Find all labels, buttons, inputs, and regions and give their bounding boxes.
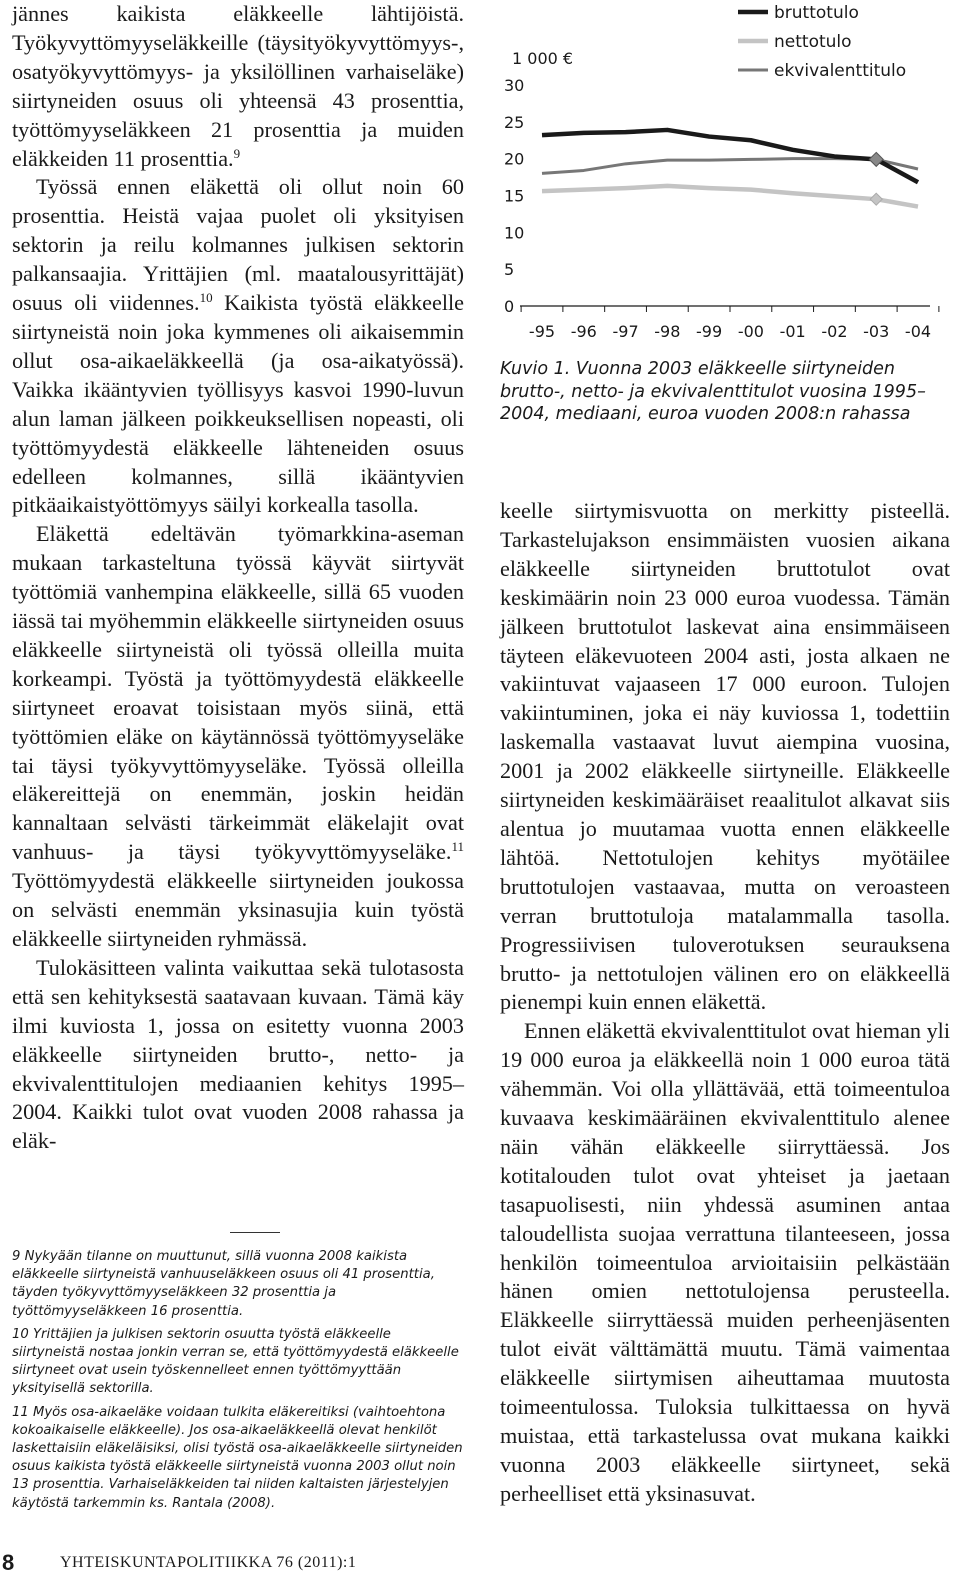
footnote-separator xyxy=(230,1232,280,1233)
page-number: 8 xyxy=(2,1550,15,1575)
footnote-11: 11 Myös osa-aikaeläke voidaan tulkita eläkereitiksi (vaihtoehtona kokoaikaiselle eläkkeelle). Jos osa-aikaeläkkeellä olevat henkilöt laskettaisiin eläkeläisiksi, olisi työstä osa-aikaeläkkeelle siirtyneiden osuus kaikista työstä eläkkeelle siirtyneistä vuonna 2003 ollut noin 13 prosenttia. Varhaiseläkkeiden tai niiden kaltaisten järjestelyjen käytöstä tarkemmin ks. Rantala (2008). xyxy=(12,1404,463,1511)
x-tick-label: -01 xyxy=(779,322,806,341)
x-tick-label: -00 xyxy=(737,322,764,341)
series-line-nettotulo xyxy=(542,186,918,207)
paragraph: Eläkettä edeltävän työmarkkina-aseman mukaan tarkasteltuna työssä käyvät siirtyvät työttömiä vanhempina eläkkeelle, sillä 65 vuoden iässä tai myöhemmin eläkkeelle siirtyneiden osuus eläkkeelle siirtyneistä oli työssä olleilla muita korkeampi. Työstä ja työttömyydestä eläkkeelle siirtyneet eroavat toisistaan myös siinä, että työttömien eläke on käytännössä työttömyyseläke tai täysi työkyvyttömyyseläke. Työssä olleilla eläkereittejä on enemmän, joskin heidän kannaltaan selvästi tärkeimmät eläkelajit ovat vanhuus- ja täysi työkyvyttömyyseläke.$^{11}$ Työttömyydestä eläkkeelle siirtyneiden joukossa on selvästi enemmän yksinasujia kuin työstä eläkkeelle siirtyneiden ryhmässä. xyxy=(12,521,464,951)
footnote-ref-9[interactable]: 9 xyxy=(233,145,241,161)
series-line-bruttotulo xyxy=(542,130,918,182)
y-tick-label: 0 xyxy=(504,297,515,316)
y-unit-label: 1 000 € xyxy=(512,49,574,68)
x-tick-label: -97 xyxy=(612,322,639,341)
paragraph: Työssä ennen eläkettä oli ollut noin 60 prosenttia. Heistä vajaa puolet oli yksityisen sektorin ja reilu kolmannes julkisen sektorin palkansaajia. Yrittäjien (ml. maatalousyrittäjät) osuus oli viidennes.$^{10}$ Kaikista työstä eläkkeelle siirtyneistä noin joka kymmenes oli aikaisemmin ollut osa-aikaeläkkeellä (ja osa-aikatyössä). Vaikka ikääntyvien työllisyys kasvoi 1990-luvun alun laman jälkeen poikkeuksellisen nopeasti, oli työttömyydestä eläkkeelle lähteneiden osuus edelleen kolmannes, sillä ikääntyvien pitkäaikaistyöttömyys säilyi korkealla tasolla. xyxy=(12,174,464,518)
series-line-ekvivalenttitulo xyxy=(542,159,918,174)
x-axis xyxy=(520,306,939,341)
paragraph: keelle siirtymisvuotta on merkitty pisteellä. Tarkastelujakson ensimmäisten vuosien aikana eläkkeelle siirtyneiden bruttotulot ovat keskimäärin noin 23 000 euroa vuodessa. Tämän jälkeen bruttotulot laskevat aina ensimmäiseen täyteen eläkevuoteen 2004 asti, josta alkaen ne vakiintuvat vajaaseen 17 000 euroon. Tulojen vakiintuminen, joka ei näy kuviossa 1, todettiin laskemalla vastaavat luvut aiempina vuosina, 2001 ja 2002 eläkkeelle siirtyneille. Eläkkeelle siirtyneiden keskimääräiset reaalitulot alkavat siis alentua jo muutamaa vuotta ennen eläkkeelle lähtöä. Nettotulojen kehitys myötäilee bruttotulojen vastaavaa, mutta on veroasteen verran bruttotuloja matalammalla tasolla. Progressiivisen tuloverotuksen seurauksena brutto- ja nettotulojen välinen ero on eläkkeellä pienempi kuin ennen eläkettä. xyxy=(500,498,950,1015)
journal-name: YHTEISKUNTAPOLITIIKKA 76 (2011):1 xyxy=(60,1554,357,1571)
y-tick-label: 20 xyxy=(504,149,525,169)
legend-label-ekvivalenttitulo: ekvivalenttitulo xyxy=(774,61,907,81)
footnote-ref-10[interactable]: 10 xyxy=(199,290,213,306)
line-chart xyxy=(490,0,960,350)
page-footer xyxy=(0,1550,960,1580)
figure-1-chart xyxy=(490,0,960,350)
x-tick-label: -98 xyxy=(654,322,681,341)
legend-label-nettotulo: nettotulo xyxy=(774,32,852,52)
footnotes xyxy=(12,1248,464,1518)
x-tick-label: -95 xyxy=(528,322,556,341)
series-lines xyxy=(542,130,918,207)
figure-caption: Kuvio 1. Vuonna 2003 eläkkeelle siirtyneiden brutto-, netto- ja ekvivalenttitulot vuosina 1995–2004, mediaani, euroa vuoden 2008:n rahassa xyxy=(500,359,926,424)
footnote-ref-11[interactable]: 11 xyxy=(451,839,464,855)
x-tick-label: -03 xyxy=(863,322,890,341)
paragraph: Ennen eläkettä ekvivalenttitulot ovat hieman yli 19 000 euroa ja eläkkeellä noin 1 000 euroa tätä vähemmän. Voi olla yllättävää, että toimeentuloa kuvaava keskimääräinen ekvivalenttitulo alenee näin vähän eläkkeelle siirryttäessä. Jos kotitalouden tulot ovat yhteiset ja jaetaan tasapuolisesti, niin yhdessä asuminen antaa taloudellista suojaa verrattuna tilanteeseen, jossa henkilön toimeentuloa arvioitaisiin pelkästään hänen omien nettotulojensa perusteella. Eläkkeelle siirryttäessä muiden perheenjäsenten tulot eivät välttämättä muutu. Tämä vaimentaa eläkkeelle siirtymisen aiheuttamaa muutosta toimeentulossa. Tuloksia tulkittaessa on hyvä muistaa, että tarkastelussa ovat mukana kaikki vuonna 2003 eläkkeelle siirtyneet, sekä perheelliset että yksinasuvat. xyxy=(500,1018,950,1506)
marker-retirement-year-nettotulo xyxy=(870,193,882,205)
legend xyxy=(738,3,906,81)
paragraph: jännes kaikista eläkkeelle lähtijöistä. Työkyvyttömyyseläkkeille (täysityökyvyttömyys-, osatyökyvyttömyys- ja yksilöllinen varhaiseläke) siirtyneiden osuus oli yhteensä 43 prosenttia, työttömyyseläkkeen 21 prosenttia ja muiden eläkkeiden 11 prosenttia.$^9$ xyxy=(12,1,464,171)
y-tick-label: 25 xyxy=(504,112,525,132)
y-tick-label: 30 xyxy=(504,76,525,95)
footnote-10: 10 Yrittäjien ja julkisen sektorin osuutta työstä eläkkeelle siirtyneistä nostaa jonkin verran se, että työttömyydestä eläkkeelle siirtyneet ovat usein työskennelleet ennen työttömyyttään yksityisellä sektorilla. xyxy=(12,1326,459,1397)
footnote-9: 9 Nykyään tilanne on muuttunut, sillä vuonna 2008 kaikista eläkkeelle siirtyneistä vanhuuseläkkeen osuus oli 41 prosenttia, täyden työkyvyttömyyseläkkeen 32 prosenttia ja työttömyyseläkkeen 16 prosenttia. xyxy=(12,1249,435,1319)
x-tick-label: -04 xyxy=(904,322,932,341)
x-tick-label: -99 xyxy=(696,322,723,341)
right-text-column xyxy=(500,497,950,1509)
paragraph: Tulokäsitteen valinta vaikuttaa sekä tulotasosta että sen kehityksestä saatavaan kuvaan. Tämä käy ilmi kuviosta 1, jossa on esitetty vuonna 2003 eläkkeelle siirtyneiden brutto-, netto- ja ekvivalenttitulojen mediaanien kehitys 1995–2004. Kaikki tulot ovat vuoden 2008 rahassa ja eläk- xyxy=(12,954,464,1154)
y-tick-label: 5 xyxy=(504,260,515,280)
x-tick-label: -02 xyxy=(821,322,848,341)
y-tick-label: 10 xyxy=(504,223,525,243)
x-tick-label: -96 xyxy=(570,322,597,341)
y-tick-label: 15 xyxy=(504,186,525,206)
legend-label-bruttotulo: bruttotulo xyxy=(774,3,859,23)
left-text-column xyxy=(12,0,464,1156)
y-axis-ticks xyxy=(504,76,524,316)
